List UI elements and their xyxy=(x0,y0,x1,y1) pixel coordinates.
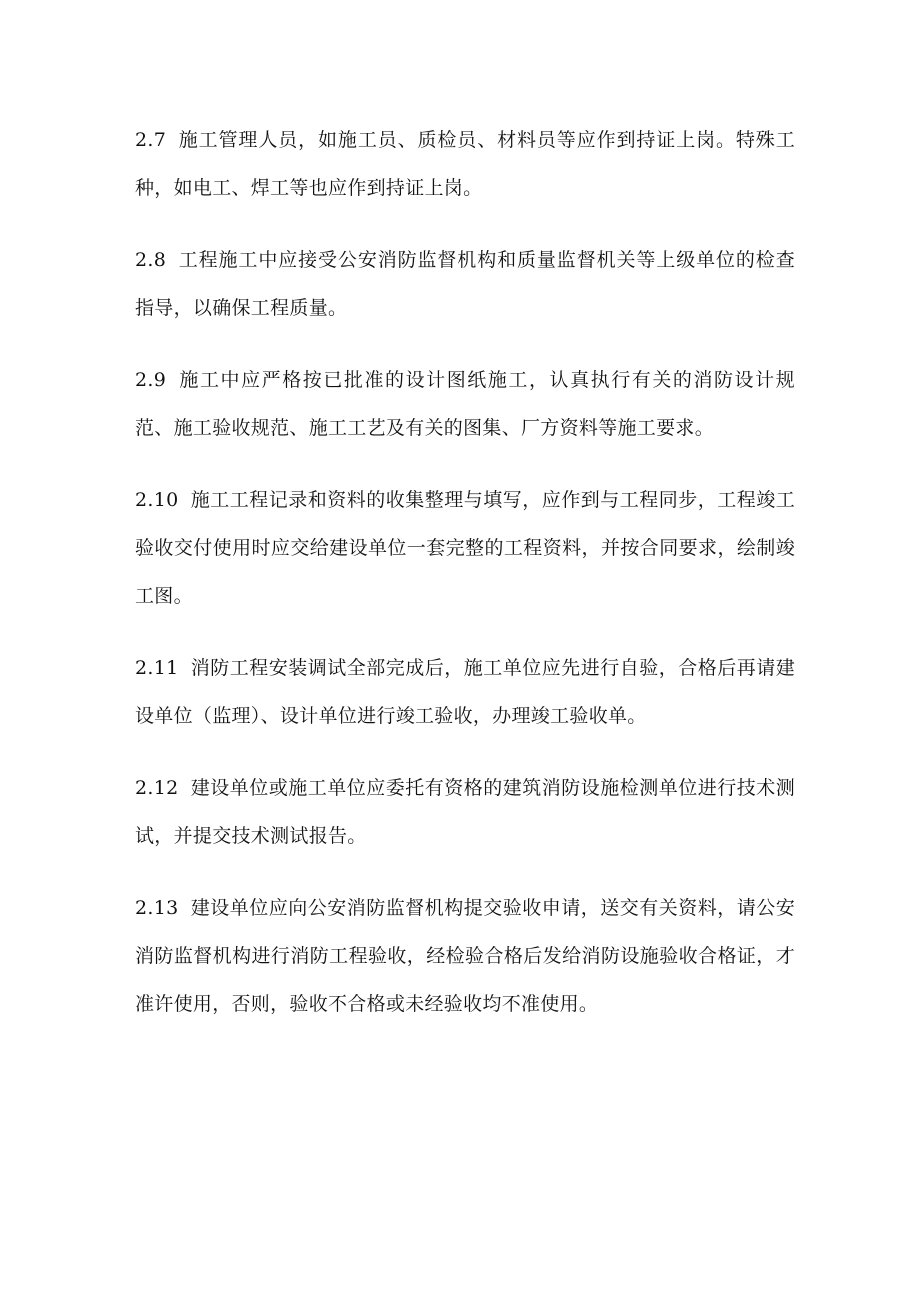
paragraph-2-7 xyxy=(135,116,795,212)
paragraph-2-9 xyxy=(135,356,795,452)
paragraph-text: 施工管理人员，如施工员、质检员、材料员等应作到持证上岗。特殊工种，如电工、焊工等也应作到持证上岗。 xyxy=(135,129,795,199)
paragraph-2-8 xyxy=(135,236,795,332)
paragraph-number: 2.13 xyxy=(135,897,179,919)
paragraph-text: 施工中应严格按已批准的设计图纸施工，认真执行有关的消防设计规范、施工验收规范、施工工艺及有关的图集、厂方资料等施工要求。 xyxy=(135,369,795,439)
paragraph-number: 2.9 xyxy=(135,369,167,391)
paragraph-text: 施工工程记录和资料的收集整理与填写，应作到与工程同步，工程竣工验收交付使用时应交给建设单位一套完整的工程资料，并按合同要求，绘制竣工图。 xyxy=(135,489,795,607)
paragraph-number: 2.8 xyxy=(135,249,167,271)
paragraph-number: 2.7 xyxy=(135,129,167,151)
paragraph-number: 2.10 xyxy=(135,489,179,511)
paragraph-text: 消防工程安装调试全部完成后，施工单位应先进行自验，合格后再请建设单位（监理）、设计单位进行竣工验收，办理竣工验收单。 xyxy=(135,657,795,727)
paragraph-text: 工程施工中应接受公安消防监督机构和质量监督机关等上级单位的检查指导，以确保工程质量。 xyxy=(135,249,795,319)
paragraph-2-11 xyxy=(135,644,795,740)
paragraph-2-13 xyxy=(135,884,795,1028)
paragraph-text: 建设单位应向公安消防监督机构提交验收申请，送交有关资料，请公安消防监督机构进行消防工程验收，经检验合格后发给消防设施验收合格证，才准许使用，否则，验收不合格或未经验收均不准使用。 xyxy=(135,897,795,1015)
paragraph-2-12 xyxy=(135,764,795,860)
paragraph-2-10 xyxy=(135,476,795,620)
paragraph-number: 2.12 xyxy=(135,777,179,799)
paragraph-text: 建设单位或施工单位应委托有资格的建筑消防设施检测单位进行技术测试，并提交技术测试报告。 xyxy=(135,777,795,847)
paragraph-number: 2.11 xyxy=(135,657,179,679)
document-body xyxy=(135,116,795,1052)
